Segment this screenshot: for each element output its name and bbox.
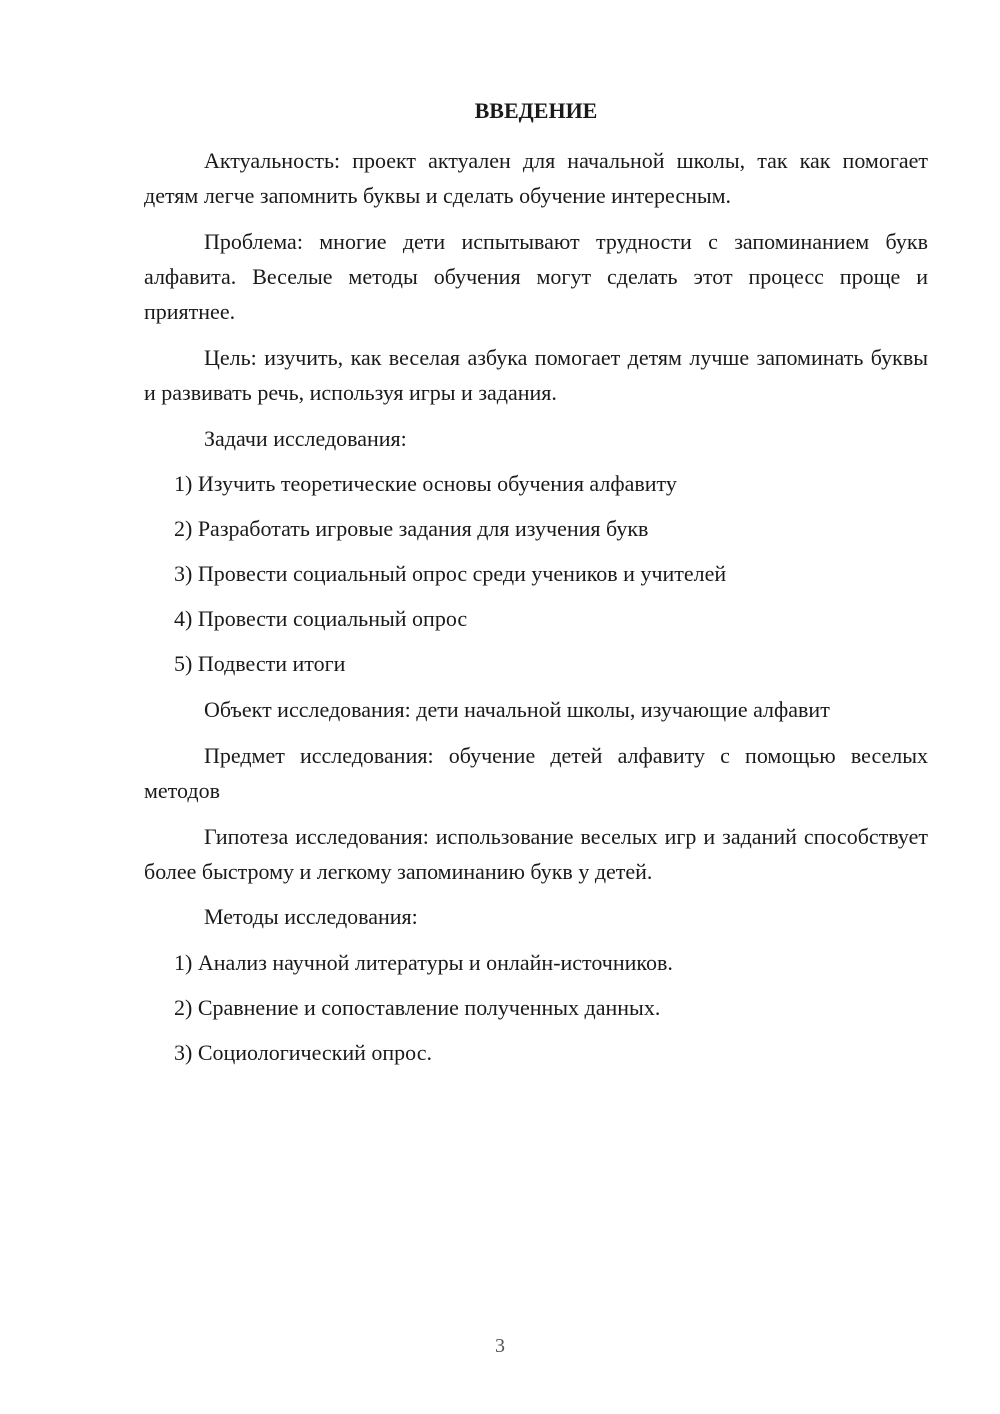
goal-paragraph: Цель: изучить, как веселая азбука помогает детям лучше запоминать буквы и развивать речь, используя игры и задания.: [144, 345, 928, 405]
hypothesis-paragraph: Гипотеза исследования: использование веселых игр и заданий способствует более быстрому и легкому запоминанию букв у детей.: [144, 824, 928, 884]
relevance-paragraph: Актуальность: проект актуален для начальной школы, так как помогает детям легче запомнить буквы и сделать обучение интересным.: [144, 148, 928, 208]
method-item-1: 1) Анализ научной литературы и онлайн-источников.: [174, 950, 673, 975]
problem-paragraph: Проблема: многие дети испытывают трудности с запоминанием букв алфавита. Веселые методы обучения могут сделать этот процесс проще и приятнее.: [144, 229, 928, 324]
task-item-2: 2) Разработать игровые задания для изучения букв: [174, 516, 649, 541]
task-item-5: 5) Подвести итоги: [174, 651, 346, 676]
task-item-1: 1) Изучить теоретические основы обучения алфавиту: [174, 471, 677, 496]
methods-heading: Методы исследования:: [204, 904, 418, 929]
subject-paragraph: Предмет исследования: обучение детей алфавиту с помощью веселых методов: [144, 743, 928, 803]
tasks-heading: Задачи исследования:: [204, 426, 407, 451]
method-item-3: 3) Социологический опрос.: [174, 1040, 432, 1065]
document-title: ВВЕДЕНИЕ: [474, 98, 598, 123]
page-number: 3: [495, 1335, 505, 1357]
document-page: [144, 0, 928, 1414]
task-item-3: 3) Провести социальный опрос среди учеников и учителей: [174, 561, 727, 586]
method-item-2: 2) Сравнение и сопоставление полученных данных.: [174, 995, 661, 1020]
task-item-4: 4) Провести социальный опрос: [174, 606, 468, 631]
object-paragraph: Объект исследования: дети начальной школы, изучающие алфавит: [204, 697, 830, 722]
